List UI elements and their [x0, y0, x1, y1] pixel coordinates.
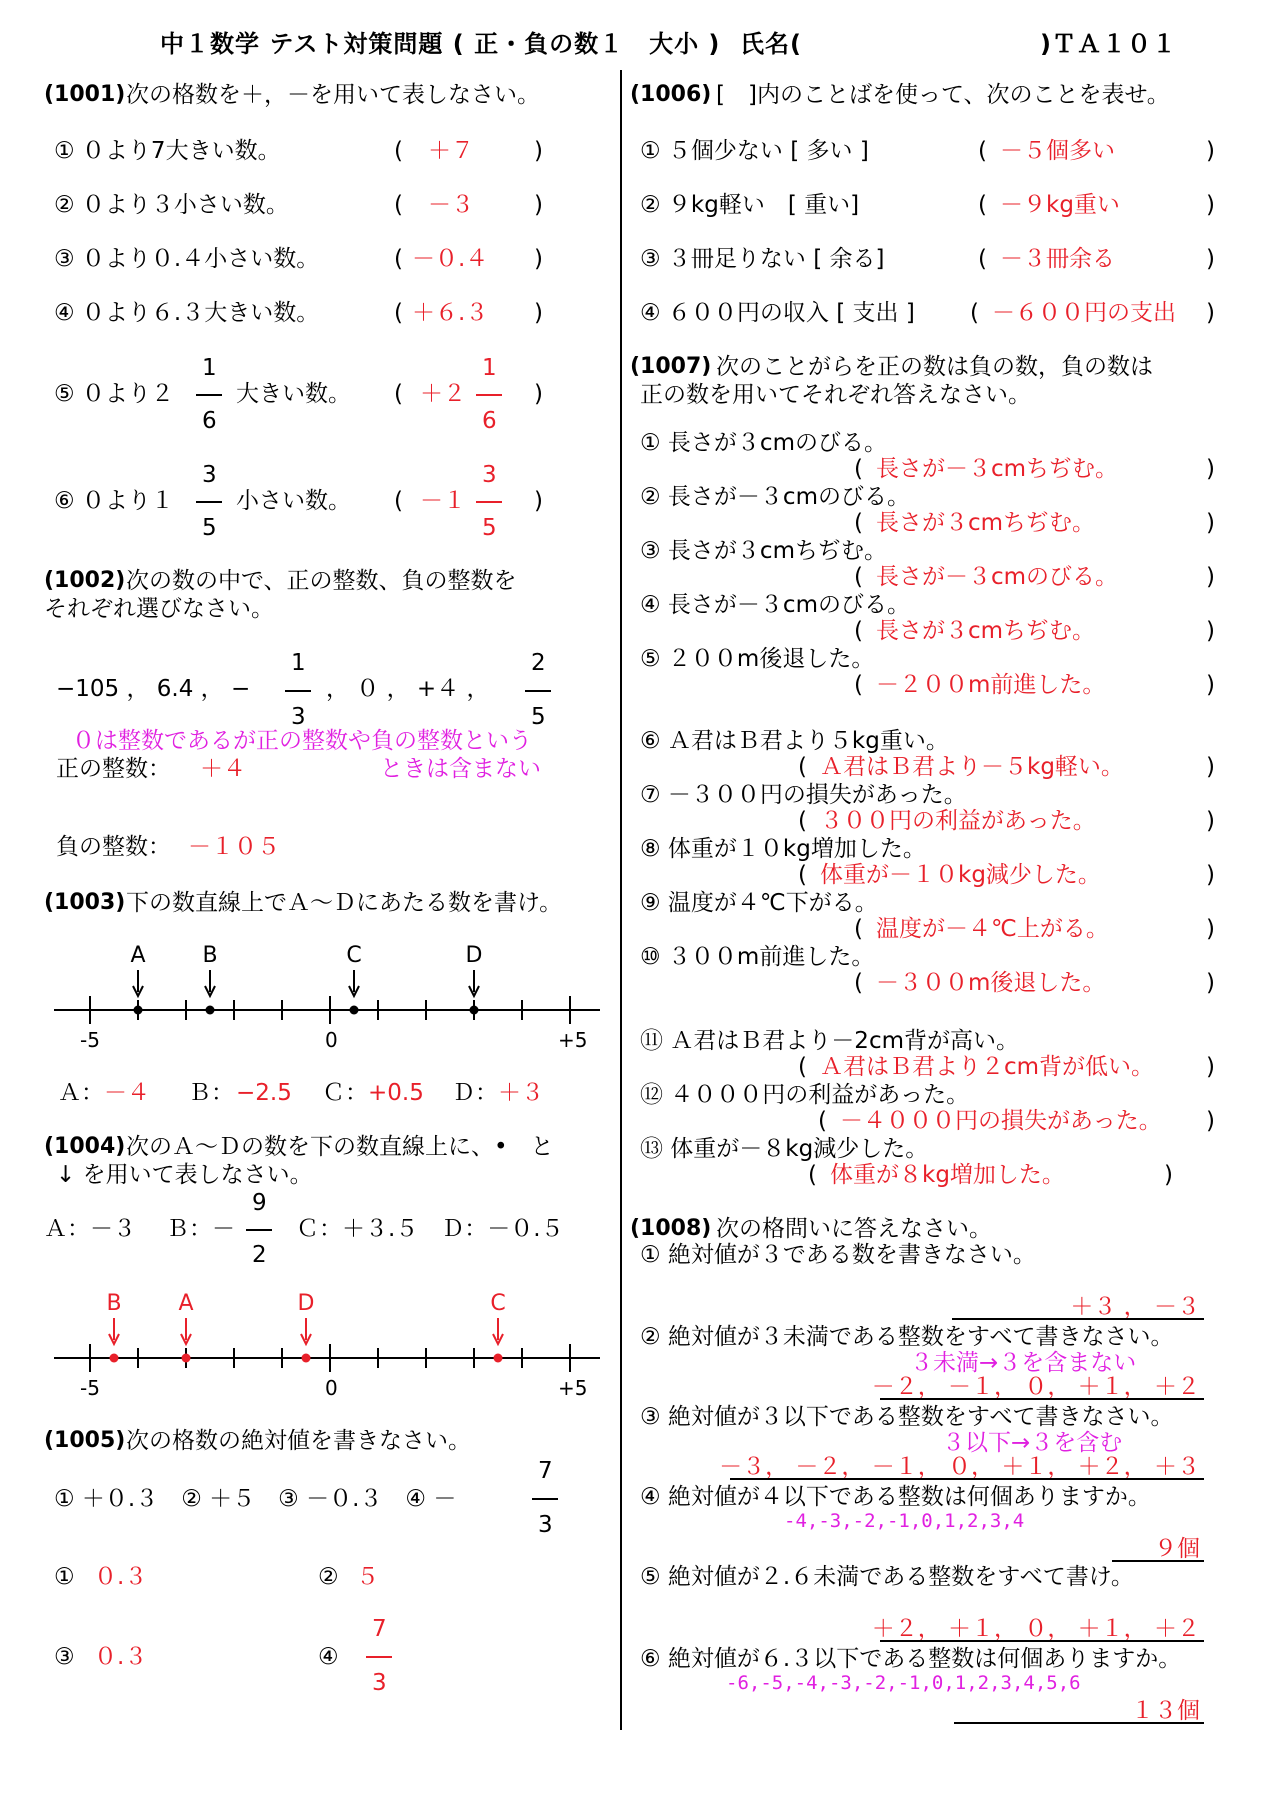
q1005-answer-2: ５ [356, 1564, 379, 1590]
q1001-item-5-pre: ⑤ ０より２ [54, 381, 174, 407]
q1001-item-1: ① ０より7大きい数。 [54, 138, 281, 164]
q1007-item: ④ 長さが－３cmのびる。 [640, 592, 910, 618]
q1007-item: ⑨ 温度が４℃下がる。 [640, 890, 878, 916]
answer-fraction-denominator: 5 [482, 515, 497, 541]
page-title: 中１数学 テスト対策問題 ( 正・負の数１ 大小 ) [160, 30, 721, 58]
q1004-given-cd: Ｃ：＋３.５ Ｄ：－０.５ [296, 1216, 564, 1242]
paren-open: ( [970, 300, 979, 326]
q1007-answer: 体重が－１０kg減少した。 [820, 862, 1101, 888]
fraction-numerator: 2 [531, 650, 546, 676]
answer-underline [880, 1640, 1204, 1642]
q1006-item-4: ④ ６００円の収入 [ 支出 ] [640, 300, 915, 326]
q1007-item: ⑧ 体重が１０kg増加した。 [640, 836, 926, 862]
q1001-item-3: ③ ０より０.４小さい数。 [54, 246, 320, 272]
paren-close: ) [1206, 862, 1215, 888]
paren-open: ( [798, 808, 807, 834]
q1008-answer-4: ９個 [1154, 1536, 1200, 1562]
q1006-answer-2: －９kg重い [1000, 192, 1120, 218]
point-dot [302, 1354, 311, 1363]
paren-close: ) [534, 138, 543, 164]
q1008-answer-6: １３個 [1131, 1698, 1200, 1724]
fraction-denominator: 2 [252, 1242, 267, 1268]
fraction-numerator: 7 [538, 1458, 553, 1484]
point-label: D [465, 943, 483, 968]
q1007-answer: 長さが３cmちぢむ。 [876, 510, 1096, 536]
q1007-answer: 長さが３cmちぢむ。 [876, 618, 1096, 644]
paren-open: ( [978, 246, 987, 272]
paren-open: ( [394, 488, 403, 514]
paren-open: ( [854, 916, 863, 942]
paren-close: ) [1206, 456, 1215, 482]
q1007-answer: －４０００円の損失があった。 [840, 1108, 1162, 1134]
q1002-instruction-1: 次の数の中で、正の整数、負の整数を [126, 568, 517, 594]
point-label: A [178, 1291, 194, 1316]
q1001-instruction: 次の格数を＋，－を用いて表しなさい。 [126, 82, 540, 108]
paren-close: ) [1206, 138, 1215, 164]
paren-open: ( [394, 381, 403, 407]
q1006-answer-1: －５個多い [1000, 138, 1115, 164]
answer-b-label: Ｂ： [188, 1080, 234, 1106]
q1001-answer-6-pre: －１ [420, 488, 466, 514]
q1004-label: (1004) [44, 1134, 126, 1159]
fraction-bar [285, 690, 311, 692]
q1007-answer: 長さが－３cmのびる。 [876, 564, 1119, 590]
answer-a-label: Ａ： [58, 1080, 104, 1106]
axis-min-label: -5 [80, 1376, 100, 1400]
answer-fraction-denominator: 6 [482, 408, 497, 434]
q1004-given-b: Ｂ：－ [166, 1216, 235, 1242]
q1004-instruction-1: 次のＡ～Ｄの数を下の数直線上に、• と [126, 1134, 554, 1160]
q1005-label: (1005) [44, 1428, 126, 1453]
paren-close: ) [1206, 510, 1215, 536]
fraction-numerator: 1 [291, 650, 306, 676]
q1001-item-5-post: 大きい数。 [236, 381, 351, 407]
paren-close: ) [1206, 564, 1215, 590]
fraction-denominator: 5 [531, 704, 546, 730]
point-label: C [346, 943, 362, 968]
point-label: D [297, 1291, 315, 1316]
q1004-instruction-2: ↓ を用いて表しなさい。 [56, 1162, 313, 1188]
paren-close: ) [1206, 300, 1215, 326]
q1006-instruction: [ ]内のことばを使って、次のことを表せ。 [716, 82, 1170, 108]
answer-underline [1112, 1560, 1204, 1562]
q1008-note-3: ３以下→３を含む [942, 1430, 1123, 1456]
answer-underline [730, 1478, 1204, 1480]
q1007-answer: Ａ君はＢ君より－５kg軽い。 [820, 754, 1124, 780]
q1001-label: (1001) [44, 82, 126, 107]
paren-open: ( [978, 138, 987, 164]
paren-close: ) [534, 300, 543, 326]
answer-fraction-denominator: 3 [372, 1670, 387, 1696]
q1007-item: ③ 長さが３cmちぢむ。 [640, 538, 887, 564]
answer-b-value: −2.5 [236, 1080, 292, 1106]
q1005-answer-3: ０.３ [94, 1644, 148, 1670]
q1007-label: (1007) [630, 354, 712, 379]
q1008-label: (1008) [630, 1216, 712, 1241]
axis-zero-label: 0 [325, 1028, 338, 1052]
paren-open: ( [854, 564, 863, 590]
number-line-1003 [40, 940, 600, 1060]
q1007-answer: 長さが－３cmちぢむ。 [876, 456, 1119, 482]
q1006-item-3: ③ ３冊足りない [ 余る] [640, 246, 885, 272]
paren-close: ) [1206, 618, 1215, 644]
worksheet-code: )ＴＡ１０１ [1040, 30, 1177, 58]
negative-integer-answer: －１０５ [188, 834, 280, 860]
q1008-question-3: ③ 絶対値が３以下である整数をすべて書きなさい。 [640, 1404, 1174, 1430]
negative-integer-label: 負の整数： [56, 834, 171, 860]
paren-open: ( [854, 618, 863, 644]
q1007-item: ⑬ 体重が－８kg減少した。 [640, 1136, 929, 1162]
q1002-sequence-1: −105 ， 6.4 ， − [56, 676, 251, 702]
q1006-answer-3: －３冊余る [1000, 246, 1115, 272]
paren-open: ( [854, 970, 863, 996]
answer-fraction-numerator: 3 [482, 462, 497, 488]
paren-close: ) [1206, 246, 1215, 272]
fraction-bar [196, 394, 222, 396]
q1003-instruction: 下の数直線上でＡ～Ｄにあたる数を書け。 [126, 890, 563, 916]
answer-a-value: －４ [104, 1080, 150, 1106]
q1006-item-2: ② ９kg軽い [ 重い] [640, 192, 860, 218]
q1008-question-6: ⑥ 絶対値が６.３以下である整数は何個ありますか。 [640, 1646, 1182, 1672]
q1007-item: ⑪ Ａ君はＢ君より－2cm背が高い。 [640, 1028, 1019, 1054]
q1008-answer-1: ＋３ ， －３ [1070, 1294, 1200, 1320]
name-label: 氏名( [740, 30, 802, 58]
fraction-denominator: 6 [202, 408, 217, 434]
q1002-note-2: ときは含まない [380, 756, 541, 782]
point-dot [182, 1354, 191, 1363]
answer-fraction-bar [366, 1656, 392, 1658]
paren-close: ) [1206, 1054, 1215, 1080]
q1005-answer-1: ０.３ [94, 1564, 148, 1590]
q1007-item: ① 長さが３cmのびる。 [640, 430, 887, 456]
point-dot [470, 1006, 479, 1015]
number-line-1004 [40, 1288, 600, 1408]
q1003-label: (1003) [44, 890, 126, 915]
q1006-item-1: ① ５個少ない [ 多い ] [640, 138, 869, 164]
fraction-denominator: 3 [538, 1512, 553, 1538]
point-dot [350, 1006, 359, 1015]
paren-close: ) [534, 381, 543, 407]
point-dot [206, 1006, 215, 1015]
q1008-note-2: ３未満→３を含まない [910, 1350, 1137, 1376]
paren-close: ) [1206, 1108, 1215, 1134]
axis-max-label: +5 [558, 1028, 588, 1052]
answer-underline [954, 1722, 1204, 1724]
answer-fraction-numerator: 1 [482, 355, 497, 381]
paren-close: ) [534, 246, 543, 272]
paren-open: ( [394, 300, 403, 326]
fraction-bar [525, 690, 551, 692]
answer-d-label: Ｄ： [452, 1080, 498, 1106]
point-label: C [490, 1291, 506, 1316]
q1005-answer-4-label: ④ [318, 1644, 339, 1670]
answer-underline [952, 1318, 1204, 1320]
q1002-label: (1002) [44, 568, 126, 593]
point-dot [110, 1354, 119, 1363]
fraction-bar [246, 1229, 272, 1231]
axis-min-label: -5 [80, 1028, 100, 1052]
q1007-item: ② 長さが－３cmのびる。 [640, 484, 910, 510]
fraction-bar [196, 501, 222, 503]
q1007-item: ⑦ －３００円の損失があった。 [640, 782, 967, 808]
q1001-item-6-post: 小さい数。 [236, 488, 351, 514]
answer-d-value: ＋３ [498, 1080, 544, 1106]
q1001-answer-5-pre: ＋２ [420, 381, 466, 407]
q1007-item: ⑫ ４０００円の利益があった。 [640, 1082, 970, 1108]
q1008-question-5: ⑤ 絶対値が２.６未満である整数をすべて書け。 [640, 1564, 1134, 1590]
fraction-bar [532, 1498, 558, 1500]
point-label: B [202, 943, 218, 968]
q1008-question-2: ② 絶対値が３未満である整数をすべて書きなさい。 [640, 1324, 1174, 1350]
axis-zero-label: 0 [325, 1376, 338, 1400]
paren-close: ) [1206, 672, 1215, 698]
q1006-label: (1006) [630, 82, 712, 107]
q1007-item: ⑥ Ａ君はＢ君より５kg重い。 [640, 728, 949, 754]
paren-close: ) [1206, 808, 1215, 834]
paren-open: ( [854, 510, 863, 536]
q1001-item-2: ② ０より３小さい数。 [54, 192, 289, 218]
paren-open: ( [854, 456, 863, 482]
paren-close: ) [534, 192, 543, 218]
q1007-answer: Ａ君はＢ君より２cm背が低い。 [820, 1054, 1155, 1080]
q1001-answer-2: －３ [428, 192, 474, 218]
paren-open: ( [798, 862, 807, 888]
q1008-instruction: 次の格問いに答えなさい。 [716, 1216, 992, 1242]
q1007-answer: 温度が－４℃上がる。 [876, 916, 1109, 942]
q1008-answer-5: ＋２， ＋１， ０， ＋１， ＋２ [871, 1616, 1200, 1642]
answer-fraction-bar [476, 501, 502, 503]
paren-open: ( [394, 192, 403, 218]
fraction-numerator: 1 [202, 355, 217, 381]
q1001-item-6-pre: ⑥ ０より１ [54, 488, 174, 514]
paren-close: ) [1164, 1162, 1173, 1188]
paren-open: ( [808, 1162, 817, 1188]
q1005-answer-1-label: ① [54, 1564, 75, 1590]
fraction-numerator: 3 [202, 462, 217, 488]
q1001-item-4: ④ ０より６.３大きい数。 [54, 300, 320, 326]
paren-open: ( [854, 672, 863, 698]
paren-close: ) [1206, 970, 1215, 996]
paren-open: ( [978, 192, 987, 218]
positive-integer-label: 正の整数： [56, 756, 171, 782]
answer-underline [880, 1398, 1204, 1400]
point-dot [494, 1354, 503, 1363]
q1008-answer-3: －３， －２， －１， ０， ＋１， ＋２， ＋３ [719, 1454, 1200, 1480]
answer-fraction-bar [476, 394, 502, 396]
q1004-given-a: Ａ：－３ [44, 1216, 136, 1242]
q1007-answer: －３００m後退した。 [876, 970, 1106, 996]
q1008-note-6: -6,-5,-4,-3,-2,-1,0,1,2,3,4,5,6 [726, 1672, 1081, 1694]
paren-open: ( [394, 138, 403, 164]
q1007-answer: －２００m前進した。 [876, 672, 1106, 698]
answer-c-label: Ｃ： [322, 1080, 368, 1106]
column-divider [620, 70, 622, 1730]
paren-close: ) [534, 488, 543, 514]
paren-close: ) [1206, 754, 1215, 780]
q1008-question-1: ① 絶対値が３である数を書きなさい。 [640, 1242, 1036, 1268]
q1001-answer-3: －０.４ [412, 246, 489, 272]
q1008-answer-2: －２， －１， ０， ＋１， ＋２ [871, 1374, 1200, 1400]
q1005-answer-2-label: ② [318, 1564, 339, 1590]
paren-open: ( [798, 754, 807, 780]
q1005-items: ① ＋０.３ ② ＋５ ③ －０.３ ④ － [54, 1486, 457, 1512]
paren-open: ( [798, 1054, 807, 1080]
q1005-answer-3-label: ③ [54, 1644, 75, 1670]
q1002-sequence-2: ， ０ ， +４ ， [326, 676, 490, 702]
fraction-numerator: 9 [252, 1190, 267, 1216]
q1008-question-4: ④ 絶対値が４以下である整数は何個ありますか。 [640, 1484, 1151, 1510]
q1001-answer-1: ＋７ [428, 138, 474, 164]
point-label: A [130, 943, 146, 968]
fraction-denominator: 5 [202, 515, 217, 541]
paren-close: ) [1206, 192, 1215, 218]
paren-open: ( [818, 1108, 827, 1134]
point-label: B [106, 1291, 122, 1316]
q1005-instruction: 次の格数の絶対値を書きなさい。 [126, 1428, 471, 1454]
axis-max-label: +5 [558, 1376, 588, 1400]
q1007-answer: ３００円の利益があった。 [820, 808, 1096, 834]
point-dot [134, 1006, 143, 1015]
answer-c-value: +0.5 [368, 1080, 424, 1106]
paren-open: ( [394, 246, 403, 272]
q1007-item: ⑤ ２００m後退した。 [640, 646, 875, 672]
q1001-answer-4: ＋６.３ [412, 300, 489, 326]
q1008-note-4: -4,-3,-2,-1,0,1,2,3,4 [784, 1510, 1025, 1532]
q1002-instruction-2: それぞれ選びなさい。 [44, 596, 274, 622]
q1007-instruction-1: 次のことがらを正の数は負の数，負の数は [716, 354, 1153, 380]
fraction-denominator: 3 [291, 704, 306, 730]
positive-integer-answer: ＋４ [200, 756, 246, 782]
q1007-item: ⑩ ３００m前進した。 [640, 944, 875, 970]
q1002-note-1: ０は整数であるが正の整数や負の整数という [72, 728, 532, 754]
answer-fraction-numerator: 7 [372, 1616, 387, 1642]
q1007-instruction-2: 正の数を用いてそれぞれ答えなさい。 [640, 382, 1031, 408]
paren-close: ) [1206, 916, 1215, 942]
q1007-answer: 体重が８kg増加した。 [830, 1162, 1065, 1188]
q1006-answer-4: －６００円の支出 [992, 300, 1176, 326]
